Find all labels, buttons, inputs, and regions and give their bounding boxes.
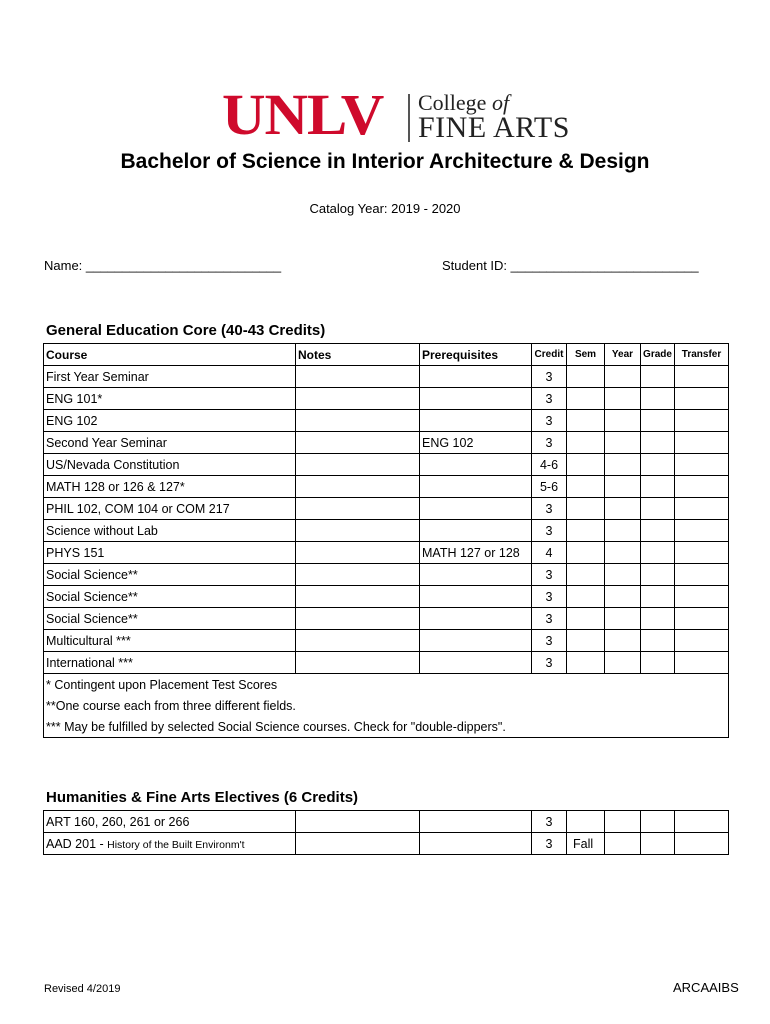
header-sem: Sem (567, 344, 605, 366)
revised-date: Revised 4/2019 (44, 983, 121, 995)
sem-cell[interactable] (567, 388, 605, 410)
footnote-2: **One course each from three different fields. (44, 695, 729, 716)
sem-cell[interactable] (567, 652, 605, 674)
grade-cell[interactable] (641, 498, 675, 520)
sem-cell[interactable]: Fall (567, 833, 605, 855)
transfer-cell[interactable] (675, 652, 729, 674)
credit-cell: 5-6 (532, 476, 567, 498)
prereq-cell: ENG 102 (420, 432, 532, 454)
transfer-cell[interactable] (675, 366, 729, 388)
grade-cell[interactable] (641, 520, 675, 542)
name-field[interactable]: Name: ___________________________ (44, 258, 282, 273)
logo-college: College of (418, 90, 510, 115)
transfer-cell[interactable] (675, 520, 729, 542)
year-cell[interactable] (605, 476, 641, 498)
table-row (44, 388, 729, 410)
year-cell[interactable] (605, 498, 641, 520)
grade-cell[interactable] (641, 454, 675, 476)
year-cell[interactable] (605, 388, 641, 410)
sem-cell[interactable] (567, 454, 605, 476)
course-cell: International *** (44, 652, 296, 674)
table-row (44, 811, 729, 833)
course-cell: ENG 101* (44, 388, 296, 410)
credit-cell: 3 (532, 498, 567, 520)
notes-cell[interactable] (296, 454, 420, 476)
footnote-1: * Contingent upon Placement Test Scores (44, 674, 729, 696)
course-cell: ENG 102 (44, 410, 296, 432)
grade-cell[interactable] (641, 432, 675, 454)
prereq-cell (420, 608, 532, 630)
student-id-field[interactable]: Student ID: __________________________ (442, 258, 699, 273)
sem-cell[interactable] (567, 476, 605, 498)
prereq-cell (420, 630, 532, 652)
course-cell: AAD 201 - History of the Built Environm't (44, 833, 296, 855)
credit-cell: 3 (532, 366, 567, 388)
table-row (44, 520, 729, 542)
grade-cell[interactable] (641, 366, 675, 388)
course-cell: Science without Lab (44, 520, 296, 542)
logo-divider (408, 94, 410, 142)
year-cell[interactable] (605, 432, 641, 454)
course-cell: Second Year Seminar (44, 432, 296, 454)
notes-cell[interactable] (296, 388, 420, 410)
transfer-cell[interactable] (675, 630, 729, 652)
notes-cell[interactable] (296, 432, 420, 454)
notes-cell[interactable] (296, 833, 420, 855)
year-cell[interactable] (605, 454, 641, 476)
grade-cell[interactable] (641, 630, 675, 652)
prereq-cell (420, 652, 532, 674)
transfer-cell[interactable] (675, 498, 729, 520)
program-code: ARCAAIBS (673, 980, 739, 995)
course-cell: Social Science** (44, 586, 296, 608)
credit-cell: 4-6 (532, 454, 567, 476)
transfer-cell[interactable] (675, 476, 729, 498)
credit-cell: 3 (532, 833, 567, 855)
grade-cell[interactable] (641, 388, 675, 410)
footnote-3: *** May be fulfilled by selected Social Science courses. Check for "double-dippers". (44, 716, 729, 738)
table-row (44, 630, 729, 652)
credit-cell: 3 (532, 410, 567, 432)
gen-ed-header-row (44, 344, 729, 366)
notes-cell[interactable] (296, 498, 420, 520)
course-cell: Social Science** (44, 564, 296, 586)
year-cell[interactable] (605, 564, 641, 586)
sem-cell[interactable] (567, 586, 605, 608)
page-title: Bachelor of Science in Interior Architecture & Design (120, 150, 650, 173)
course-cell: US/Nevada Constitution (44, 454, 296, 476)
table-row (44, 833, 729, 855)
notes-cell[interactable] (296, 652, 420, 674)
year-cell[interactable] (605, 652, 641, 674)
table-row (44, 608, 729, 630)
table-row (44, 652, 729, 674)
year-cell[interactable] (605, 833, 641, 855)
course-cell: First Year Seminar (44, 366, 296, 388)
table-row (44, 498, 729, 520)
prereq-cell (420, 520, 532, 542)
sem-cell[interactable] (567, 811, 605, 833)
credit-cell: 3 (532, 564, 567, 586)
transfer-cell[interactable] (675, 564, 729, 586)
table-row (44, 454, 729, 476)
gen-ed-table (43, 343, 729, 738)
grade-cell[interactable] (641, 564, 675, 586)
transfer-cell[interactable] (675, 454, 729, 476)
sem-cell[interactable] (567, 498, 605, 520)
sem-cell[interactable] (567, 608, 605, 630)
sem-cell[interactable] (567, 630, 605, 652)
credit-cell: 3 (532, 520, 567, 542)
course-cell: Social Science** (44, 608, 296, 630)
credit-cell: 3 (532, 388, 567, 410)
course-cell: Multicultural *** (44, 630, 296, 652)
prereq-cell (420, 454, 532, 476)
grade-cell[interactable] (641, 608, 675, 630)
header-credit: Credit (532, 344, 567, 366)
catalog-year: Catalog Year: 2019 - 2020 (309, 201, 461, 216)
prereq-cell (420, 498, 532, 520)
transfer-cell[interactable] (675, 811, 729, 833)
header-notes: Notes (296, 344, 420, 366)
grade-cell[interactable] (641, 652, 675, 674)
year-cell[interactable] (605, 410, 641, 432)
year-cell[interactable] (605, 811, 641, 833)
table-row (44, 542, 729, 564)
logo-unlv: UNLV (222, 82, 384, 147)
logo-fine-arts: FINE ARTS (418, 111, 570, 144)
sem-cell[interactable] (567, 366, 605, 388)
transfer-cell[interactable] (675, 542, 729, 564)
header-year: Year (605, 344, 641, 366)
grade-cell[interactable] (641, 476, 675, 498)
sem-cell[interactable] (567, 410, 605, 432)
grade-cell[interactable] (641, 542, 675, 564)
year-cell[interactable] (605, 520, 641, 542)
transfer-cell[interactable] (675, 608, 729, 630)
header-grade: Grade (641, 344, 675, 366)
notes-cell[interactable] (296, 586, 420, 608)
credit-cell: 3 (532, 811, 567, 833)
transfer-cell[interactable] (675, 833, 729, 855)
grade-cell[interactable] (641, 833, 675, 855)
notes-cell[interactable] (296, 520, 420, 542)
notes-cell[interactable] (296, 564, 420, 586)
college-logo (222, 82, 582, 148)
credit-cell: 3 (532, 432, 567, 454)
header-prerequisites: Prerequisites (420, 344, 532, 366)
course-cell: PHIL 102, COM 104 or COM 217 (44, 498, 296, 520)
table-row (44, 586, 729, 608)
notes-cell[interactable] (296, 608, 420, 630)
year-cell[interactable] (605, 608, 641, 630)
header-transfer: Transfer (675, 344, 729, 366)
notes-cell[interactable] (296, 630, 420, 652)
credit-cell: 4 (532, 542, 567, 564)
sem-cell[interactable] (567, 520, 605, 542)
prereq-cell (420, 586, 532, 608)
table-row (44, 410, 729, 432)
notes-cell[interactable] (296, 410, 420, 432)
grade-cell[interactable] (641, 811, 675, 833)
year-cell[interactable] (605, 586, 641, 608)
prereq-cell (420, 410, 532, 432)
prereq-cell (420, 388, 532, 410)
sem-cell[interactable] (567, 564, 605, 586)
prereq-cell: MATH 127 or 128 (420, 542, 532, 564)
humanities-title: Humanities & Fine Arts Electives (6 Credits) (46, 789, 359, 806)
transfer-cell[interactable] (675, 410, 729, 432)
notes-cell[interactable] (296, 811, 420, 833)
course-cell: MATH 128 or 126 & 127* (44, 476, 296, 498)
credit-cell: 3 (532, 586, 567, 608)
sem-cell[interactable] (567, 542, 605, 564)
prereq-cell (420, 366, 532, 388)
credit-cell: 3 (532, 608, 567, 630)
notes-cell[interactable] (296, 476, 420, 498)
humanities-table (43, 810, 729, 855)
transfer-cell[interactable] (675, 388, 729, 410)
year-cell[interactable] (605, 366, 641, 388)
table-row (44, 432, 729, 454)
course-cell: PHYS 151 (44, 542, 296, 564)
sem-cell[interactable] (567, 432, 605, 454)
credit-cell: 3 (532, 630, 567, 652)
prereq-cell (420, 811, 532, 833)
grade-cell[interactable] (641, 586, 675, 608)
grade-cell[interactable] (641, 410, 675, 432)
transfer-cell[interactable] (675, 432, 729, 454)
transfer-cell[interactable] (675, 586, 729, 608)
table-row (44, 366, 729, 388)
year-cell[interactable] (605, 542, 641, 564)
prereq-cell (420, 476, 532, 498)
table-row (44, 564, 729, 586)
prereq-cell (420, 564, 532, 586)
credit-cell: 3 (532, 652, 567, 674)
table-row (44, 476, 729, 498)
year-cell[interactable] (605, 630, 641, 652)
prereq-cell (420, 833, 532, 855)
notes-cell[interactable] (296, 542, 420, 564)
notes-cell[interactable] (296, 366, 420, 388)
gen-ed-title: General Education Core (40-43 Credits) (46, 322, 326, 339)
header-course: Course (44, 344, 296, 366)
course-cell: ART 160, 260, 261 or 266 (44, 811, 296, 833)
